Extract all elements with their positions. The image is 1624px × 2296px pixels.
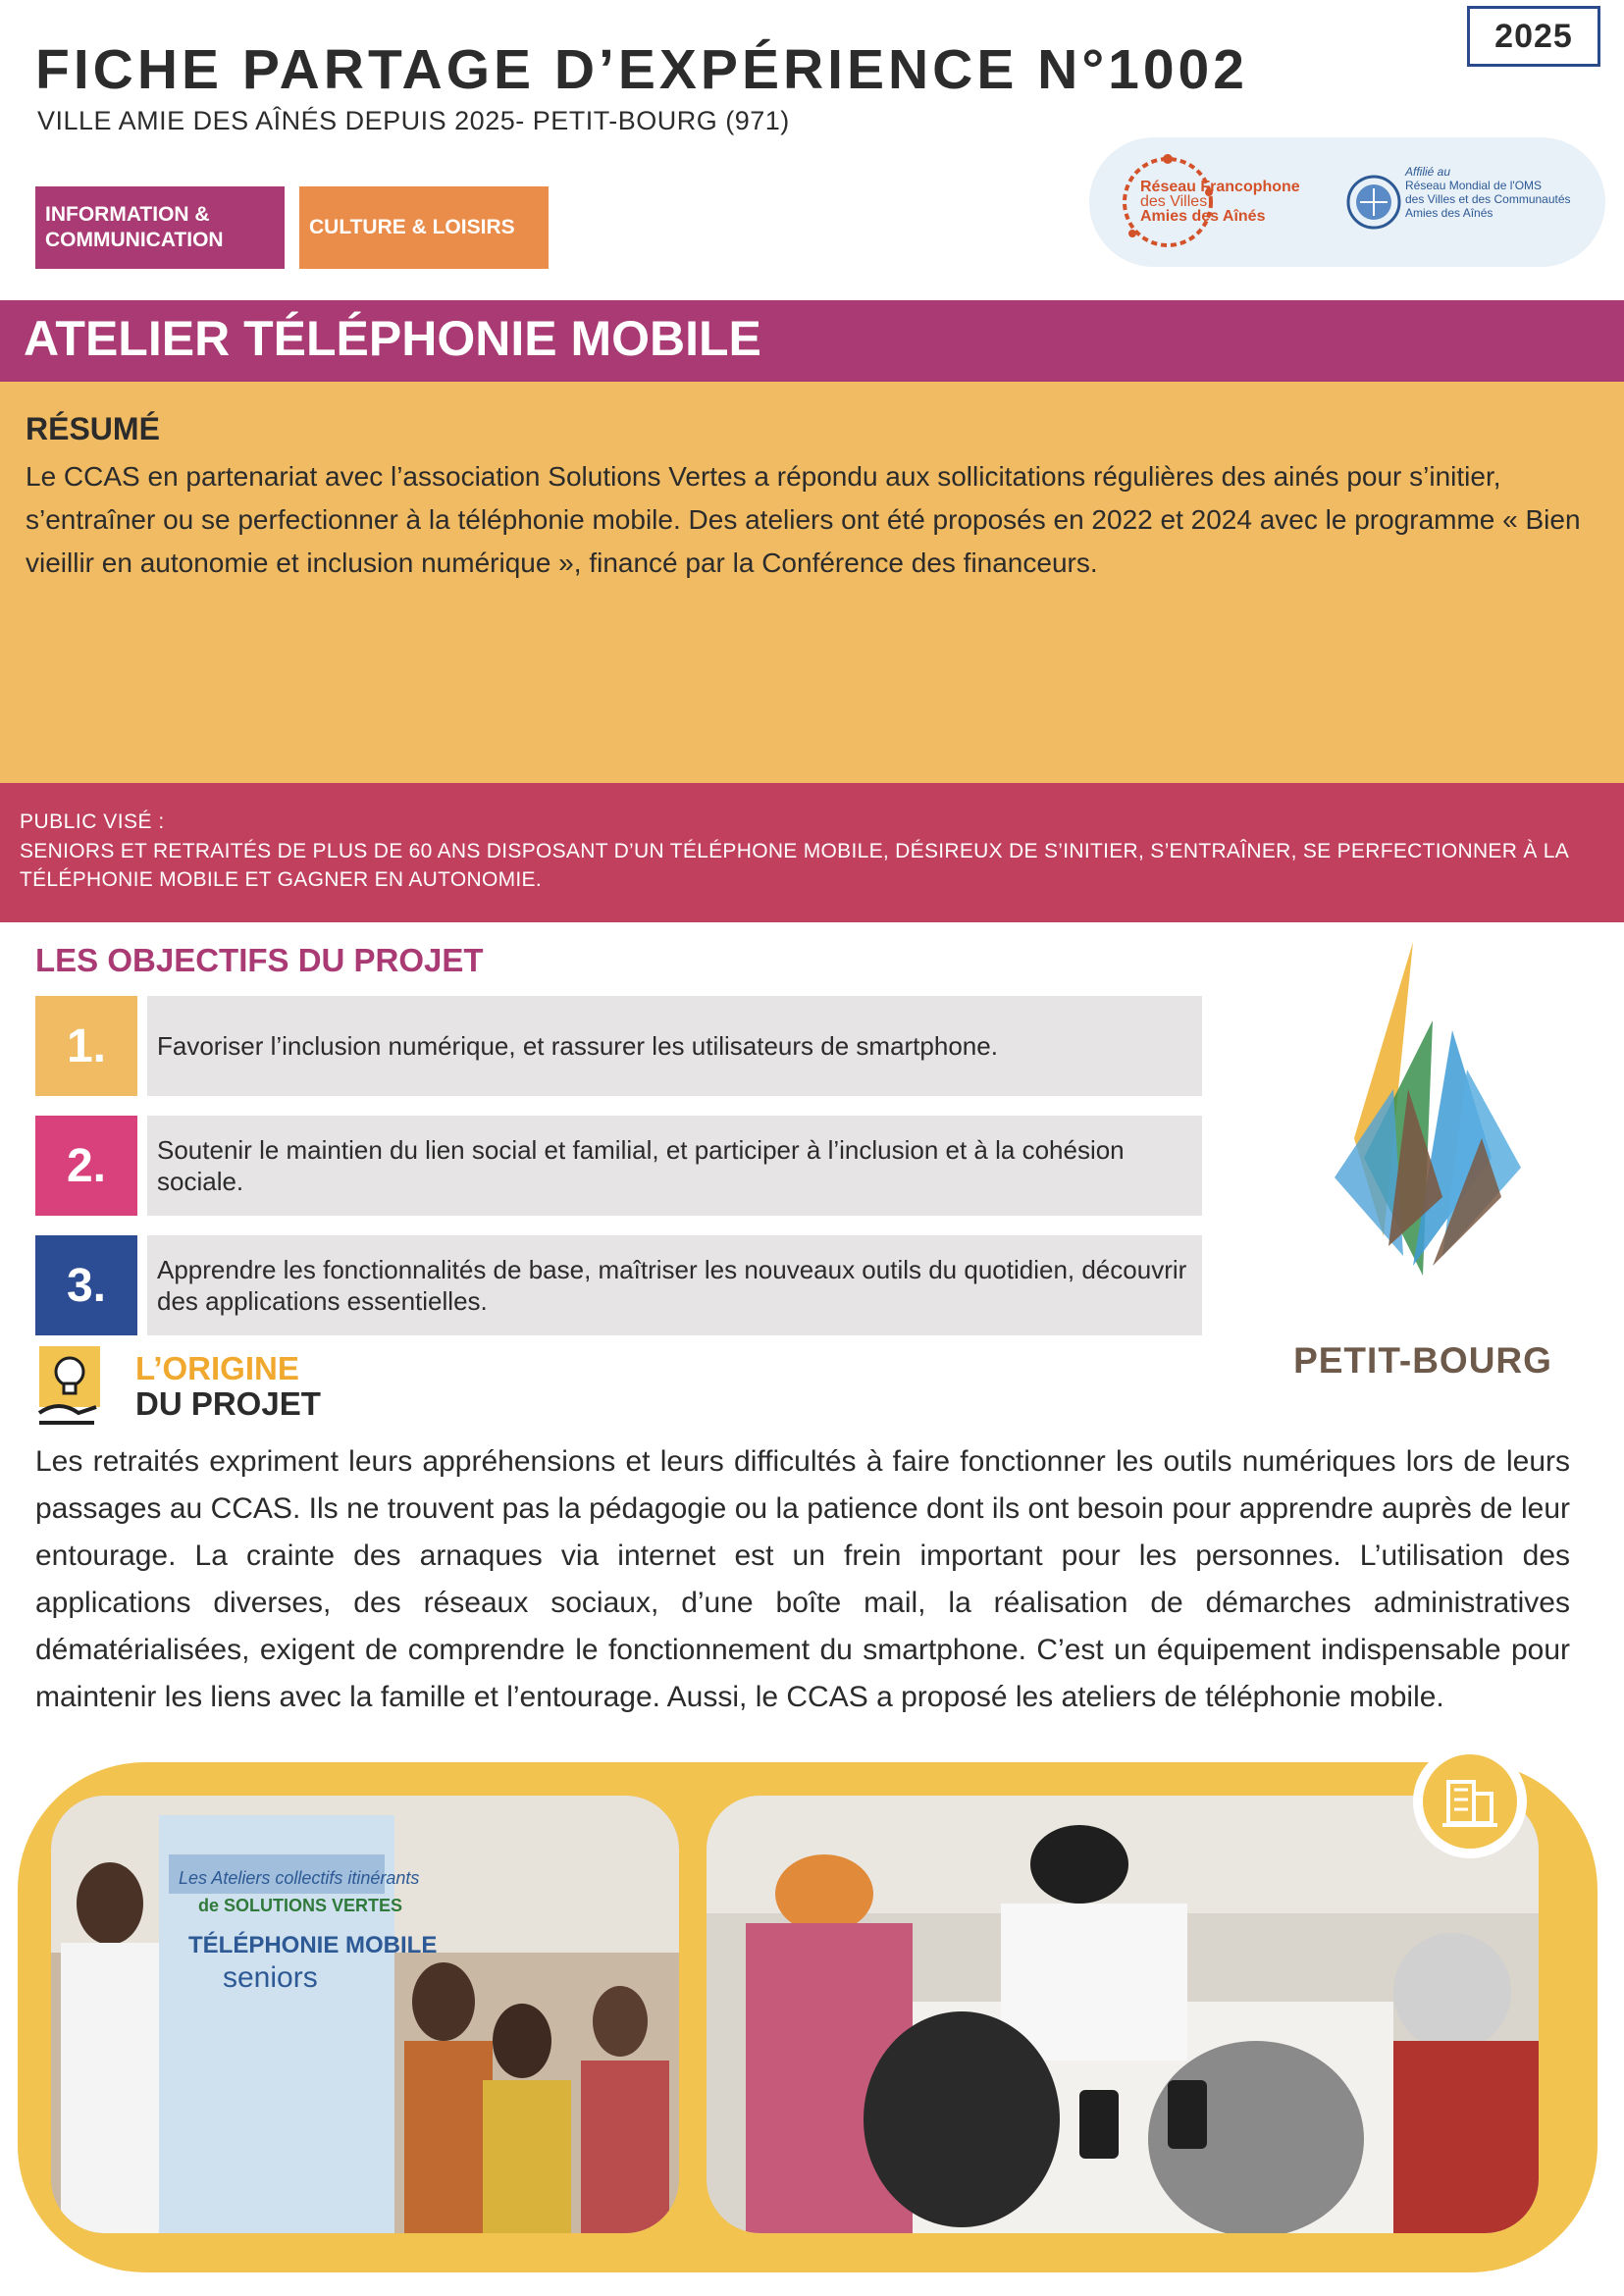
tag-culture-loisirs: CULTURE & LOISIRS — [299, 186, 549, 269]
resume-text: Le CCAS en partenariat avec l’association Solutions Vertes a répondu aux sollicitations régulières des ainés pour s’initier, s’entraîner ou se perfectionner à la téléphonie mobile. Des ateliers ont été proposés en 2022 et 2024 avec le programme « Bien vieillir en autonomie et inclusion numérique », financé par la Conférence des financeurs. — [26, 461, 1581, 578]
objective-text: Soutenir le maintien du lien social et familial, et participer à l’inclusion et à la cohésion sociale. — [157, 1135, 1125, 1196]
building-icon — [1411, 1743, 1529, 1860]
page-subtitle: VILLE AMIE DES AÎNÉS DEPUIS 2025- PETIT-BOURG (971) — [37, 106, 790, 135]
objective-number: 1. — [35, 996, 137, 1096]
project-title: ATELIER TÉLÉPHONIE MOBILE — [24, 311, 761, 366]
petit-bourg-emblem — [1295, 942, 1550, 1295]
origin-heading-line2: DU PROJET — [135, 1385, 321, 1422]
objective-text: Apprendre les fonctionnalités de base, maîtriser les nouveaux outils du quotidien, découvrir des applications essentielles. — [157, 1255, 1187, 1316]
objective-item — [147, 1116, 1202, 1216]
rfvaa-line1: Réseau Francophone — [1140, 179, 1300, 195]
origin-text: Les retraités expriment leurs appréhensions et leurs difficultés à faire fonctionner les outils numériques lors de leurs passages au CCAS. Ils ne trouvent pas la pédagogie ou la patience dont ils ont besoin pour apprendre auprès de leur entourage. La crainte des arnaques via internet est un frein important pour les personnes. L’utilisation des applications diverses, des réseaux sociaux, d’une boîte mail, la réalisation de démarches administratives dématérialisées, exigent de comprendre le fonctionnement du smartphone. C’est un équipement indispensable pour maintenir les liens avec la famille et l’entourage. Aussi, le CCAS a proposé les ateliers de téléphonie mobile. — [35, 1445, 1570, 1713]
oms-label — [1405, 165, 1571, 220]
banner-line1: Les Ateliers collectifs itinérants — [179, 1868, 420, 1888]
rfvaa-label — [1140, 180, 1300, 224]
rfvaa-line2: des Villes — [1140, 193, 1208, 210]
rfvaa-line3: Amies des Aînés — [1140, 208, 1266, 225]
public-label: PUBLIC VISÉ : — [20, 810, 165, 833]
banner-line3: TÉLÉPHONIE MOBILE — [188, 1932, 438, 1958]
oms-line1: Affilié au — [1405, 165, 1451, 179]
banner-line2: de SOLUTIONS VERTES — [198, 1896, 403, 1915]
objective-text: Favoriser l’inclusion numérique, et rassurer les utilisateurs de smartphone. — [157, 1031, 998, 1061]
city-name: PETIT-BOURG — [1293, 1340, 1552, 1381]
workshop-photo-table — [707, 1796, 1539, 2233]
oms-line2: Réseau Mondial de l'OMS — [1405, 179, 1543, 192]
page-title: FICHE PARTAGE D’EXPÉRIENCE N°1002 — [35, 38, 1248, 101]
objectives-heading: LES OBJECTIFS DU PROJET — [35, 942, 484, 978]
resume-heading: RÉSUMÉ — [26, 411, 160, 446]
objective-number: 2. — [35, 1116, 137, 1216]
public-text: SENIORS ET RETRAITÉS DE PLUS DE 60 ANS DISPOSANT D’UN TÉLÉPHONE MOBILE, DÉSIREUX DE S’INITIER, S’ENTRAÎNER, SE PERFECTIONNER À LA TÉLÉPHONIE MOBILE ET GAGNER EN AUTONOMIE. — [20, 840, 1568, 891]
oms-line4: Amies des Aînés — [1405, 206, 1493, 220]
workshop-photo-banner — [51, 1796, 679, 2233]
banner-line4: seniors — [223, 1961, 318, 1994]
tag-information-communication: INFORMATION & COMMUNICATION — [35, 186, 285, 269]
oms-line3: des Villes et des Communautés — [1405, 192, 1571, 206]
objective-item — [147, 996, 1202, 1096]
year-badge: 2025 — [1467, 6, 1600, 67]
lightbulb-icon — [35, 1344, 104, 1427]
origin-heading-line1: L’ORIGINE — [135, 1350, 299, 1386]
objective-number: 3. — [35, 1235, 137, 1335]
objective-item — [147, 1235, 1202, 1335]
petit-bourg-logo — [1295, 942, 1550, 1295]
